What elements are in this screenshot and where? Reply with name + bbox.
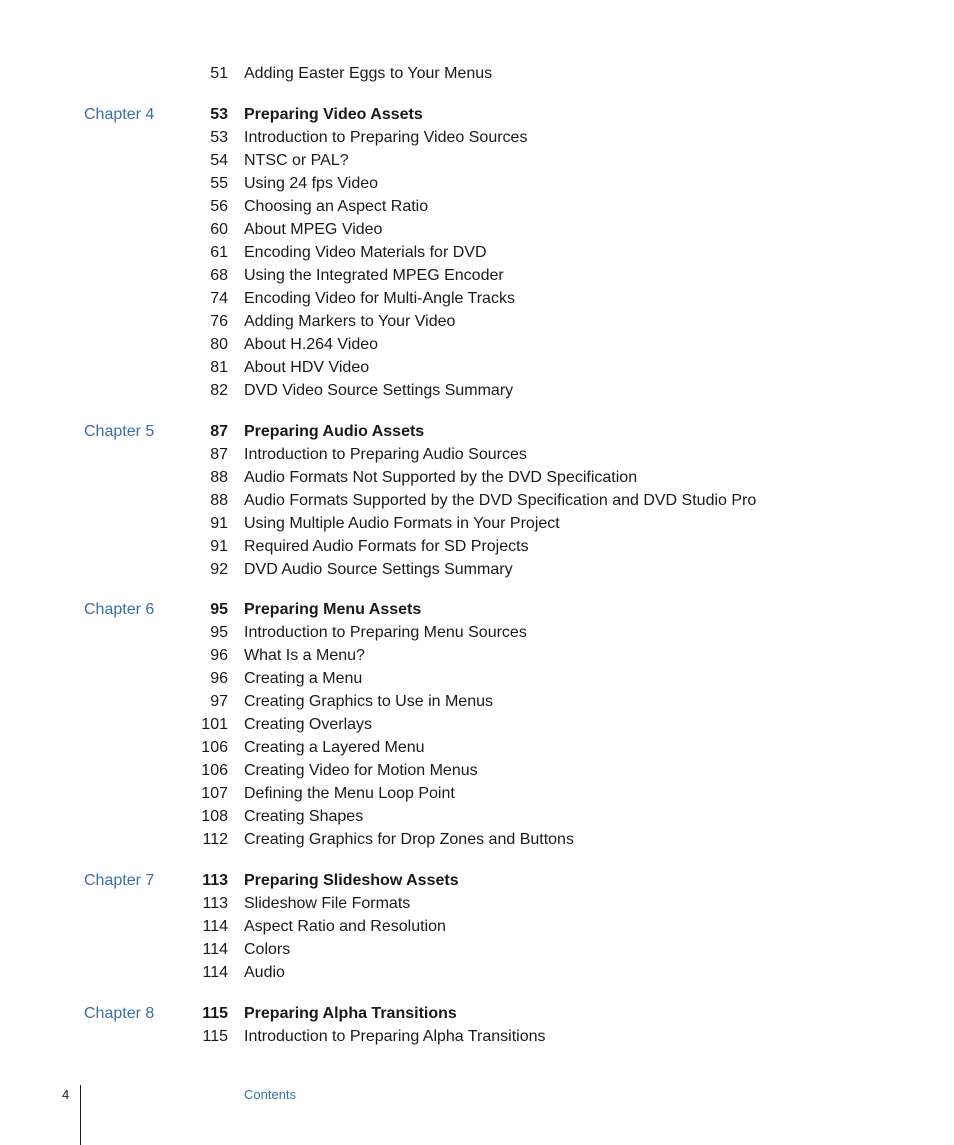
toc-entry-title: Colors	[244, 941, 291, 959]
footer-divider	[80, 1085, 81, 1145]
toc-entry[interactable]	[0, 287, 954, 310]
toc-entry-page: 68	[210, 266, 228, 284]
toc-entry-page: 95	[210, 624, 228, 642]
toc-entry-title: Encoding Video Materials for DVD	[244, 243, 487, 261]
toc-entry-page: 88	[210, 468, 228, 486]
toc-entry-page: 115	[202, 1027, 228, 1045]
toc-entry[interactable]	[0, 535, 954, 558]
toc-entry[interactable]	[0, 621, 954, 644]
toc-entry[interactable]	[0, 667, 954, 690]
toc-entry-page: 53	[210, 128, 228, 146]
toc-entry-title: Creating a Layered Menu	[244, 739, 425, 757]
toc-entry[interactable]	[0, 264, 954, 287]
toc-entry-title: Aspect Ratio and Resolution	[244, 918, 446, 936]
toc-entry[interactable]	[0, 466, 954, 489]
page-footer	[0, 1082, 954, 1145]
chapter-heading-title: Preparing Video Assets	[244, 105, 423, 123]
toc-entry[interactable]	[0, 805, 954, 828]
toc-entry-title: Adding Markers to Your Video	[244, 312, 456, 330]
toc-entry[interactable]	[0, 443, 954, 466]
toc-entry-page: 82	[210, 381, 228, 399]
table-of-contents	[0, 62, 954, 1066]
chapter-heading-page: 113	[202, 872, 228, 890]
toc-entry-page: 87	[210, 445, 228, 463]
toc-continued-section	[0, 62, 954, 85]
chapter-heading-title: Preparing Menu Assets	[244, 601, 422, 619]
toc-chapter-5	[0, 420, 954, 581]
toc-entry-title: Using Multiple Audio Formats in Your Project	[244, 514, 560, 532]
toc-entry-title: What Is a Menu?	[244, 647, 365, 665]
toc-entry-title: Introduction to Preparing Audio Sources	[244, 445, 527, 463]
toc-entry-title: DVD Video Source Settings Summary	[244, 381, 514, 399]
toc-entry-title: Adding Easter Eggs to Your Menus	[244, 65, 493, 82]
toc-entry[interactable]	[0, 961, 954, 984]
chapter-label: Chapter 7	[84, 872, 155, 890]
toc-entry-title: Introduction to Preparing Alpha Transitions	[244, 1027, 546, 1045]
toc-entry-page: 96	[210, 647, 228, 665]
toc-entry[interactable]	[0, 218, 954, 241]
toc-entry-page: 92	[210, 560, 228, 578]
toc-entry[interactable]	[0, 759, 954, 782]
chapter-label: Chapter 4	[84, 105, 155, 123]
toc-entry-page: 51	[210, 65, 228, 82]
chapter-label: Chapter 8	[84, 1004, 155, 1022]
toc-entry[interactable]	[0, 149, 954, 172]
toc-entry-page: 114	[202, 964, 228, 982]
toc-entry[interactable]	[0, 782, 954, 805]
toc-entry[interactable]	[0, 892, 954, 915]
chapter-heading-page: 95	[210, 601, 228, 619]
toc-entry-title: DVD Audio Source Settings Summary	[244, 560, 513, 578]
chapter-heading-title: Preparing Alpha Transitions	[244, 1004, 457, 1022]
toc-entry-title: About H.264 Video	[244, 335, 379, 353]
toc-entry-title: Creating Graphics for Drop Zones and Buttons	[244, 831, 574, 849]
toc-entry-page: 56	[210, 197, 228, 215]
toc-entry[interactable]	[0, 489, 954, 512]
footer-page-number: 4	[62, 1087, 70, 1102]
toc-entry-title: Choosing an Aspect Ratio	[244, 197, 429, 215]
toc-entry[interactable]	[0, 172, 954, 195]
toc-entry-page: 61	[210, 243, 228, 261]
toc-entry[interactable]	[0, 736, 954, 759]
toc-entry[interactable]	[0, 915, 954, 938]
toc-entry-page: 80	[210, 335, 228, 353]
toc-chapter-7	[0, 869, 954, 984]
toc-entry-page: 101	[201, 716, 228, 734]
toc-entry[interactable]	[0, 512, 954, 535]
chapter-heading-row[interactable]	[0, 103, 954, 126]
toc-entry-page: 112	[202, 831, 228, 849]
toc-entry-title: Creating a Menu	[244, 670, 363, 688]
toc-chapter-4	[0, 103, 954, 402]
toc-entry-page: 96	[210, 670, 228, 688]
toc-entry-title: Using 24 fps Video	[244, 174, 379, 192]
toc-entry-title: Introduction to Preparing Menu Sources	[244, 624, 527, 642]
toc-entry[interactable]	[0, 379, 954, 402]
toc-entry[interactable]	[0, 356, 954, 379]
toc-entry[interactable]	[0, 644, 954, 667]
toc-entry[interactable]	[0, 195, 954, 218]
toc-entry-page: 91	[210, 537, 228, 555]
toc-entry-title: Creating Overlays	[244, 716, 373, 734]
toc-entry[interactable]	[0, 310, 954, 333]
toc-entry-page: 76	[210, 312, 228, 330]
toc-entry[interactable]	[0, 241, 954, 264]
chapter-heading-page: 53	[210, 105, 228, 123]
toc-entry-page: 88	[210, 491, 228, 509]
toc-entry-title: Audio Formats Not Supported by the DVD Specification	[244, 468, 638, 486]
chapter-heading-page: 87	[210, 422, 228, 440]
toc-entry-title: Introduction to Preparing Video Sources	[244, 128, 528, 146]
toc-entry-title: Creating Video for Motion Menus	[244, 762, 478, 780]
toc-entry[interactable]	[0, 938, 954, 961]
toc-entry[interactable]	[0, 713, 954, 736]
toc-entry-page: 55	[210, 174, 228, 192]
toc-entry[interactable]	[0, 558, 954, 581]
toc-entry-page: 60	[210, 220, 228, 238]
chapter-heading-title: Preparing Audio Assets	[244, 422, 425, 440]
toc-entry-page: 113	[202, 895, 228, 913]
toc-entry[interactable]	[0, 333, 954, 356]
toc-entry-title: Slideshow File Formats	[244, 895, 411, 913]
toc-entry-page: 54	[210, 151, 228, 169]
footer-section-label: Contents	[244, 1087, 297, 1102]
toc-entry-title: NTSC or PAL?	[244, 151, 349, 169]
toc-entry[interactable]	[0, 828, 954, 851]
chapter-label: Chapter 6	[84, 601, 155, 619]
chapter-heading-row[interactable]	[0, 598, 954, 621]
toc-chapter-6	[0, 598, 954, 851]
toc-entry-page: 108	[201, 808, 228, 826]
toc-entry[interactable]	[0, 690, 954, 713]
toc-entry[interactable]	[0, 62, 954, 85]
toc-entry-title: Defining the Menu Loop Point	[244, 785, 455, 803]
toc-entry-page: 106	[201, 762, 228, 780]
toc-entry-page: 81	[210, 358, 228, 376]
toc-entry[interactable]	[0, 1025, 954, 1048]
toc-entry-page: 106	[201, 739, 228, 757]
toc-entry-title: Using the Integrated MPEG Encoder	[244, 266, 504, 284]
toc-entry-title: About MPEG Video	[244, 220, 383, 238]
toc-entry[interactable]	[0, 126, 954, 149]
toc-entry-title: Encoding Video for Multi-Angle Tracks	[244, 289, 515, 307]
toc-entry-title: Creating Graphics to Use in Menus	[244, 693, 493, 711]
toc-entry-page: 114	[202, 941, 228, 959]
toc-entry-title: Audio Formats Supported by the DVD Specification and DVD Studio Pro	[244, 491, 757, 509]
toc-entry-title: Creating Shapes	[244, 808, 364, 826]
toc-entry-title: Required Audio Formats for SD Projects	[244, 537, 529, 555]
chapter-heading-row[interactable]	[0, 869, 954, 892]
chapter-heading-title: Preparing Slideshow Assets	[244, 872, 459, 890]
toc-entry-page: 97	[210, 693, 228, 711]
chapter-heading-row[interactable]	[0, 1002, 954, 1025]
toc-entry-title: About HDV Video	[244, 358, 370, 376]
toc-chapter-8	[0, 1002, 954, 1048]
toc-entry-page: 107	[201, 785, 228, 803]
toc-entry-title: Audio	[244, 964, 285, 982]
chapter-heading-page: 115	[202, 1004, 228, 1022]
toc-entry-page: 114	[202, 918, 228, 936]
chapter-label: Chapter 5	[84, 422, 155, 440]
toc-entry-page: 91	[210, 514, 228, 532]
chapter-heading-row[interactable]	[0, 420, 954, 443]
toc-entry-page: 74	[210, 289, 228, 307]
